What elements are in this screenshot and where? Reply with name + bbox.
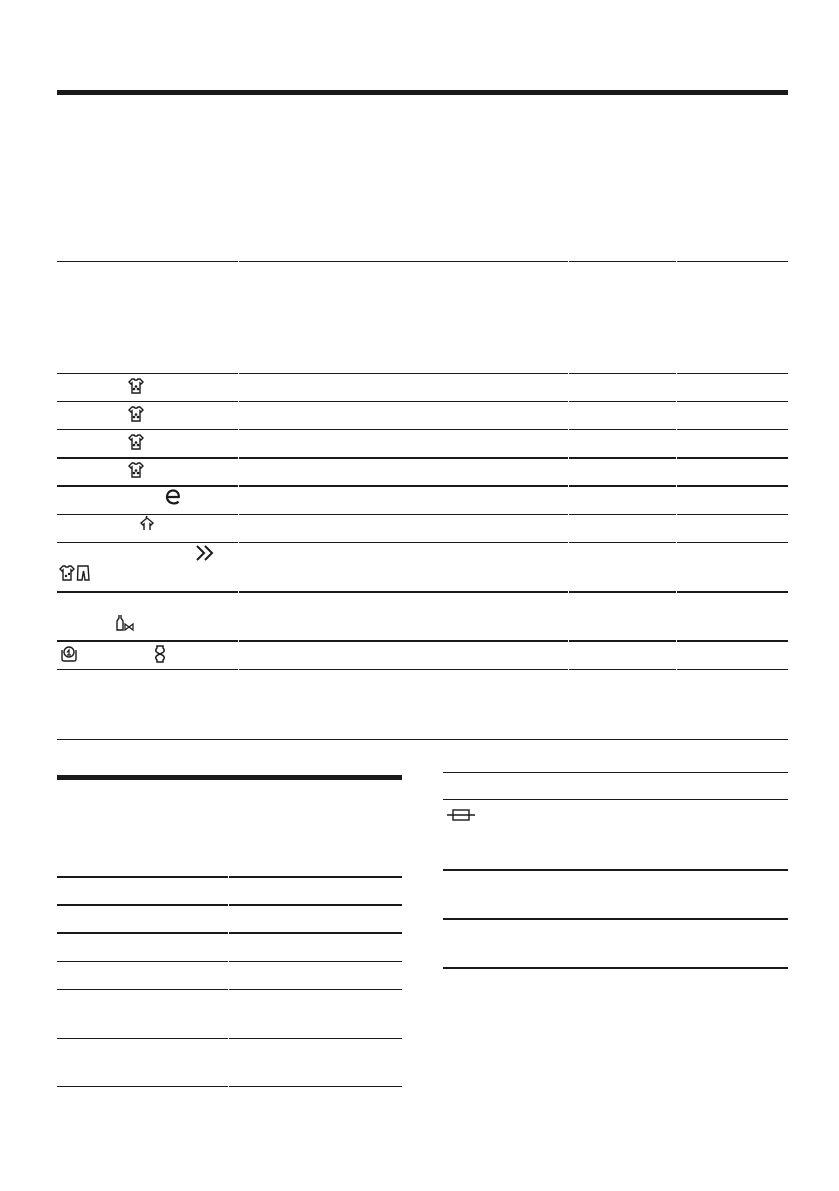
column-gap	[228, 876, 229, 1088]
delicate-laundry-icon	[113, 613, 137, 633]
lower-left-table-rule	[57, 1038, 402, 1039]
lower-right-table-rule	[443, 918, 788, 920]
fast-forward-icon	[194, 543, 216, 563]
garment-icon	[127, 377, 145, 395]
lower-left-table-rule	[57, 961, 402, 962]
main-table-rule	[57, 373, 788, 374]
shirt-steam-icon	[138, 514, 156, 532]
main-table-rule	[57, 457, 788, 459]
main-table-rule	[57, 591, 788, 593]
drum-clean-icon	[60, 644, 78, 662]
main-table-rule	[57, 640, 788, 642]
lower-right-table-rule	[443, 967, 788, 969]
lower-left-table-rule	[57, 989, 402, 990]
main-table-rule	[57, 429, 788, 430]
lower-right-table	[443, 772, 788, 970]
lower-right-table-rule	[443, 772, 788, 773]
eco-e-icon	[163, 487, 183, 507]
lower-left-section-rule	[57, 775, 402, 780]
main-table-rule	[57, 542, 788, 543]
main-table-rule	[57, 261, 788, 262]
main-table-rule	[57, 514, 788, 515]
column-gap	[568, 261, 569, 671]
lower-left-table-rule	[57, 1086, 402, 1087]
fuse-icon	[446, 808, 476, 822]
garment-icon	[127, 461, 145, 479]
main-table-rule	[57, 401, 788, 402]
mixed-laundry-icon	[58, 564, 92, 582]
garment-icon	[127, 433, 145, 451]
lower-left-table-rule	[57, 932, 402, 934]
lower-right-table-rule	[443, 799, 788, 800]
hygiene-icon	[153, 644, 167, 664]
section-top-rule	[57, 90, 788, 95]
column-gap	[676, 261, 677, 671]
main-table-rule	[57, 669, 788, 670]
main-table-rule	[57, 739, 788, 740]
lower-left-table-rule	[57, 876, 402, 878]
lower-left-table-rule	[57, 904, 402, 906]
lower-left-table	[57, 876, 402, 1090]
lower-right-table-rule	[443, 869, 788, 871]
garment-icon	[127, 405, 145, 423]
column-gap	[238, 261, 239, 671]
